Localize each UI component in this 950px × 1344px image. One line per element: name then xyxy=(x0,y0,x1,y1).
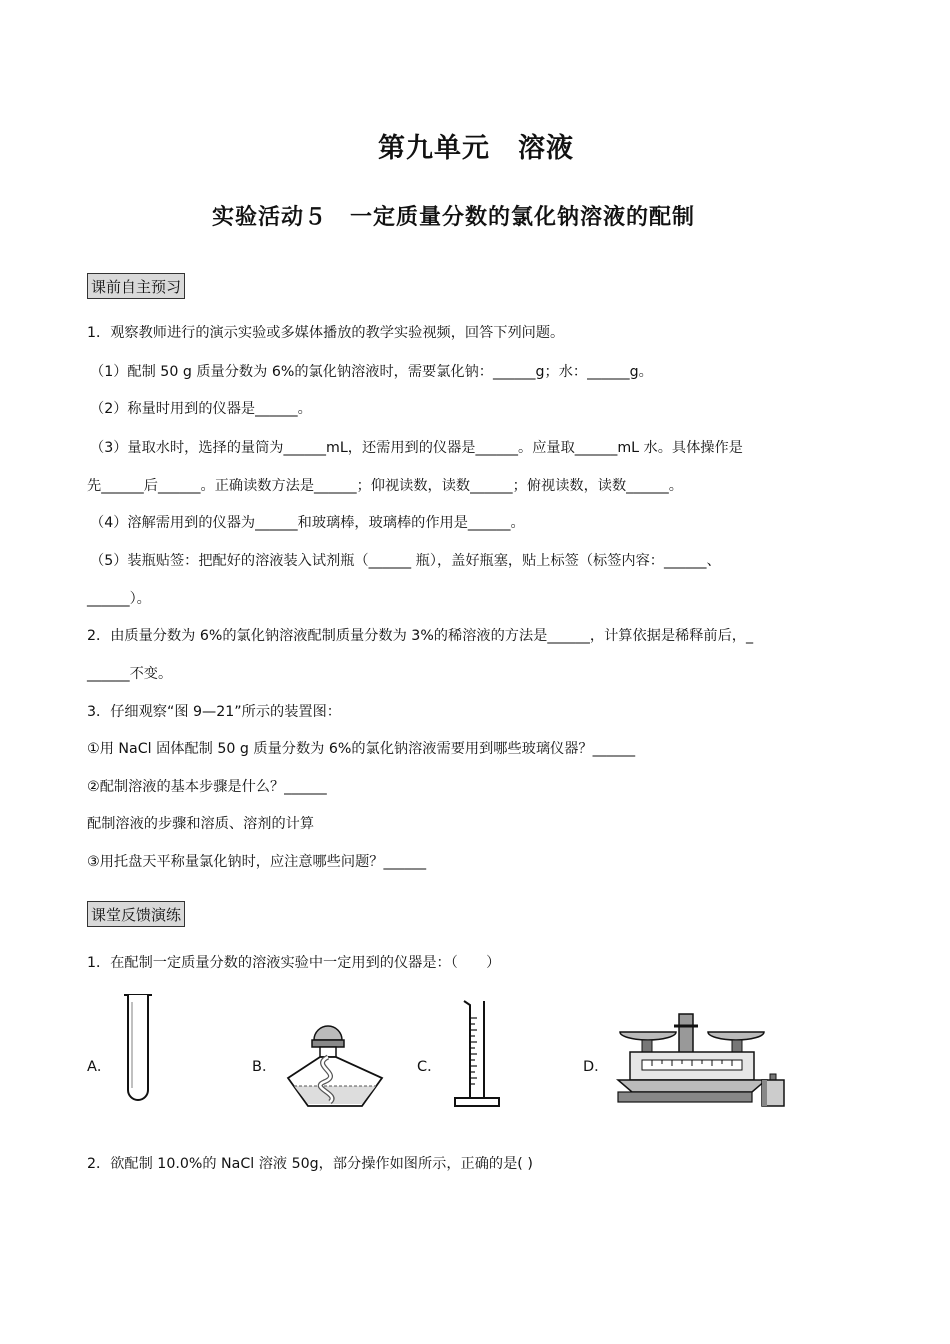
option-c-label[interactable]: C． xyxy=(417,1059,442,1075)
q3-sub2: ②配制溶液的基本步骤是什么？______ xyxy=(87,779,327,795)
practice-q1: 1．在配制一定质量分数的溶液实验中一定用到的仪器是：（ ） xyxy=(87,955,501,971)
option-b-label[interactable]: B． xyxy=(252,1059,277,1075)
q3-intro: 3．仔细观察“图 9—21”所示的装置图： xyxy=(87,704,341,720)
q3-note: 配制溶液的步骤和溶质、溶剂的计算 xyxy=(87,816,315,832)
q1-part5: （5）装瓶贴签：把配好的溶液装入试剂瓶（______ 瓶），盖好瓶塞，贴上标签（标签内容：______、 xyxy=(90,553,721,569)
alcohol-lamp-icon[interactable] xyxy=(280,1016,390,1110)
section-label-practice: 课堂反馈演练 xyxy=(87,901,185,927)
option-d-label[interactable]: D． xyxy=(583,1059,609,1075)
graduated-cylinder-icon[interactable] xyxy=(452,998,502,1110)
q1-part4: （4）溶解需用到的仪器为______和玻璃棒，玻璃棒的作用是______。 xyxy=(90,515,525,531)
q2-text: 2．由质量分数为 6%的氯化钠溶液配制质量分数为 3%的稀溶液的方法是______，计算依据是稀释前后，_ xyxy=(87,628,754,644)
q3-sub1: ①用 NaCl 固体配制 50 g 质量分数为 6%的氯化钠溶液需要用到哪些玻璃仪器？______ xyxy=(87,741,636,757)
q1-part5-cont: ______）。 xyxy=(87,591,151,607)
option-a-label[interactable]: A． xyxy=(87,1059,112,1075)
q2-text-cont: ______不变。 xyxy=(87,666,173,682)
page-subtitle: 实验活动５ 一定质量分数的氯化钠溶液的配制 xyxy=(212,205,696,230)
q3-sub3: ③用托盘天平称量氯化钠时，应注意哪些问题？______ xyxy=(87,854,427,870)
q1-part3: （3）量取水时，选择的量筒为______mL，还需用到的仪器是______。应量取______mL 水。具体操作是 xyxy=(90,440,743,456)
q1-intro: 1．观察教师进行的演示实验或多媒体播放的教学实验视频，回答下列问题。 xyxy=(87,325,565,341)
q1-part2: （2）称量时用到的仪器是______。 xyxy=(90,401,312,417)
section-label-preview: 课前自主预习 xyxy=(87,273,185,299)
balance-scale-icon[interactable] xyxy=(612,1012,792,1110)
q1-part3-cont: 先______后______。正确读数方法是______；仰视读数，读数______；俯视读数，读数______。 xyxy=(87,478,683,494)
q1-part1: （1）配制 50 g 质量分数为 6%的氯化钠溶液时，需要氯化钠：______g；水：______g。 xyxy=(90,364,653,380)
page-title: 第九单元 溶液 xyxy=(378,133,574,164)
practice-q2: 2．欲配制 10.0%的 NaCl 溶液 50g，部分操作如图所示，正确的是( ) xyxy=(87,1156,533,1172)
test-tube-icon[interactable] xyxy=(118,992,158,1110)
